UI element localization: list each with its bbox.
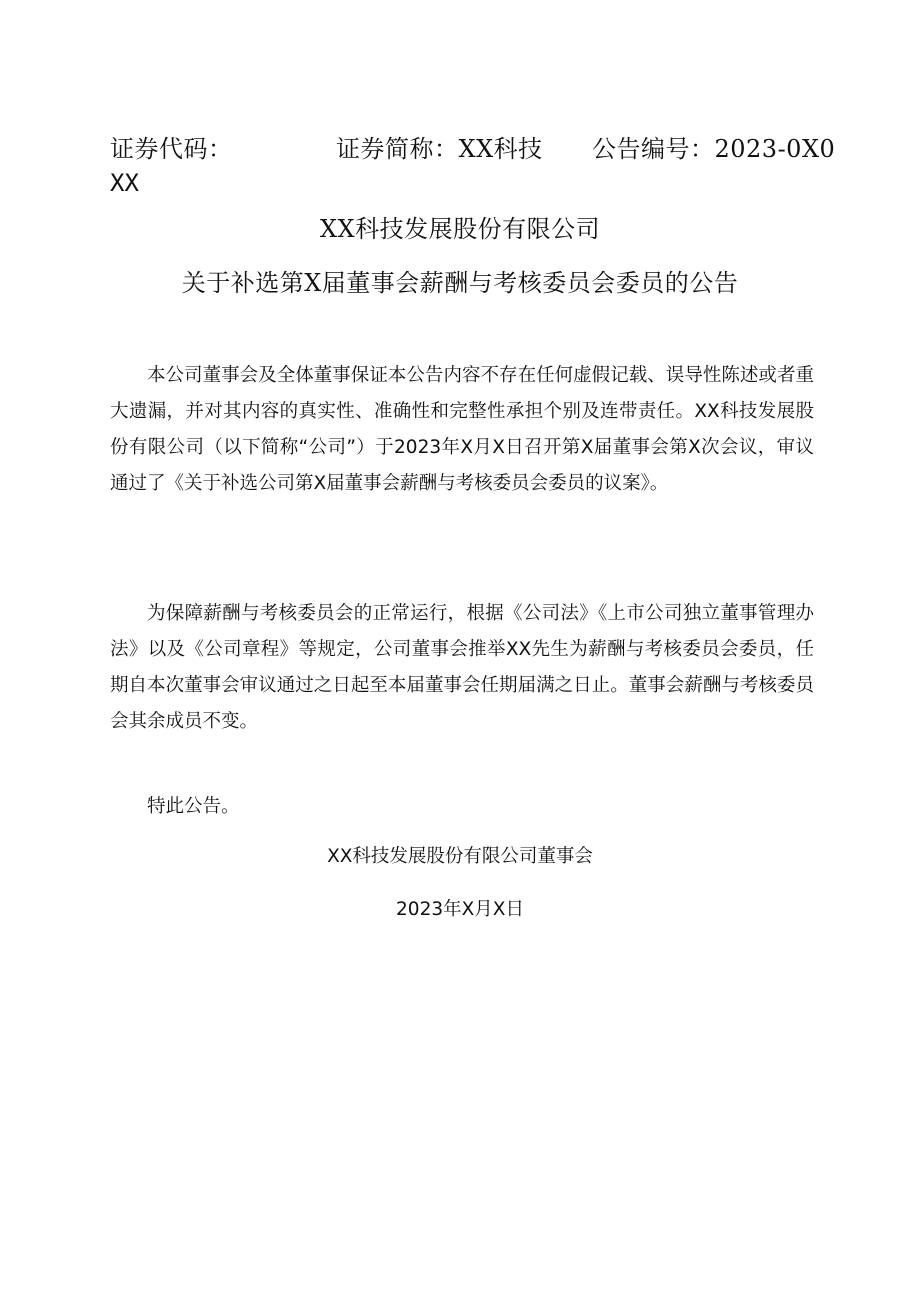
announcement-title: 关于补选第X届董事会薪酬与考核委员会委员的公告 (181, 269, 739, 297)
company-title: XX科技发展股份有限公司 (319, 215, 601, 243)
paragraph-statement: 本公司董事会及全体董事保证本公告内容不存在任何虚假记载、误导性陈述或者重大遗漏，并对其内容的真实性、准确性和完整性承担个别及连带责任。XX科技发展股份有限公司（以下简称“公司”）于2023年X月X日召开第X届董事会第X次会议，审议通过了《关于补选公司第X届董事会薪酬与考核委员会委员的议案》。 (110, 365, 814, 494)
announcement-number: 公告编号：2023-0X0 (592, 135, 836, 163)
paragraph-appointment: 为保障薪酬与考核委员会的正常运行，根据《公司法》《上市公司独立董事管理办法》以及《公司章程》等规定，公司董事会推举XX先生为薪酬与考核委员会委员，任期自本次董事会审议通过之日起至本届董事会任期届满之日止。董事会薪酬与考核委员会其余成员不变。 (110, 603, 814, 732)
paragraph-closing: 特此公告。 (147, 796, 240, 817)
security-short-name: 证券简称：XX科技 (336, 135, 543, 163)
security-code-label: 证券代码： (110, 135, 233, 163)
signature-date: 2023年X月X日 (396, 899, 524, 920)
announcement-number-wrap: XX (110, 169, 139, 197)
signature-organization: XX科技发展股份有限公司董事会 (327, 846, 593, 867)
